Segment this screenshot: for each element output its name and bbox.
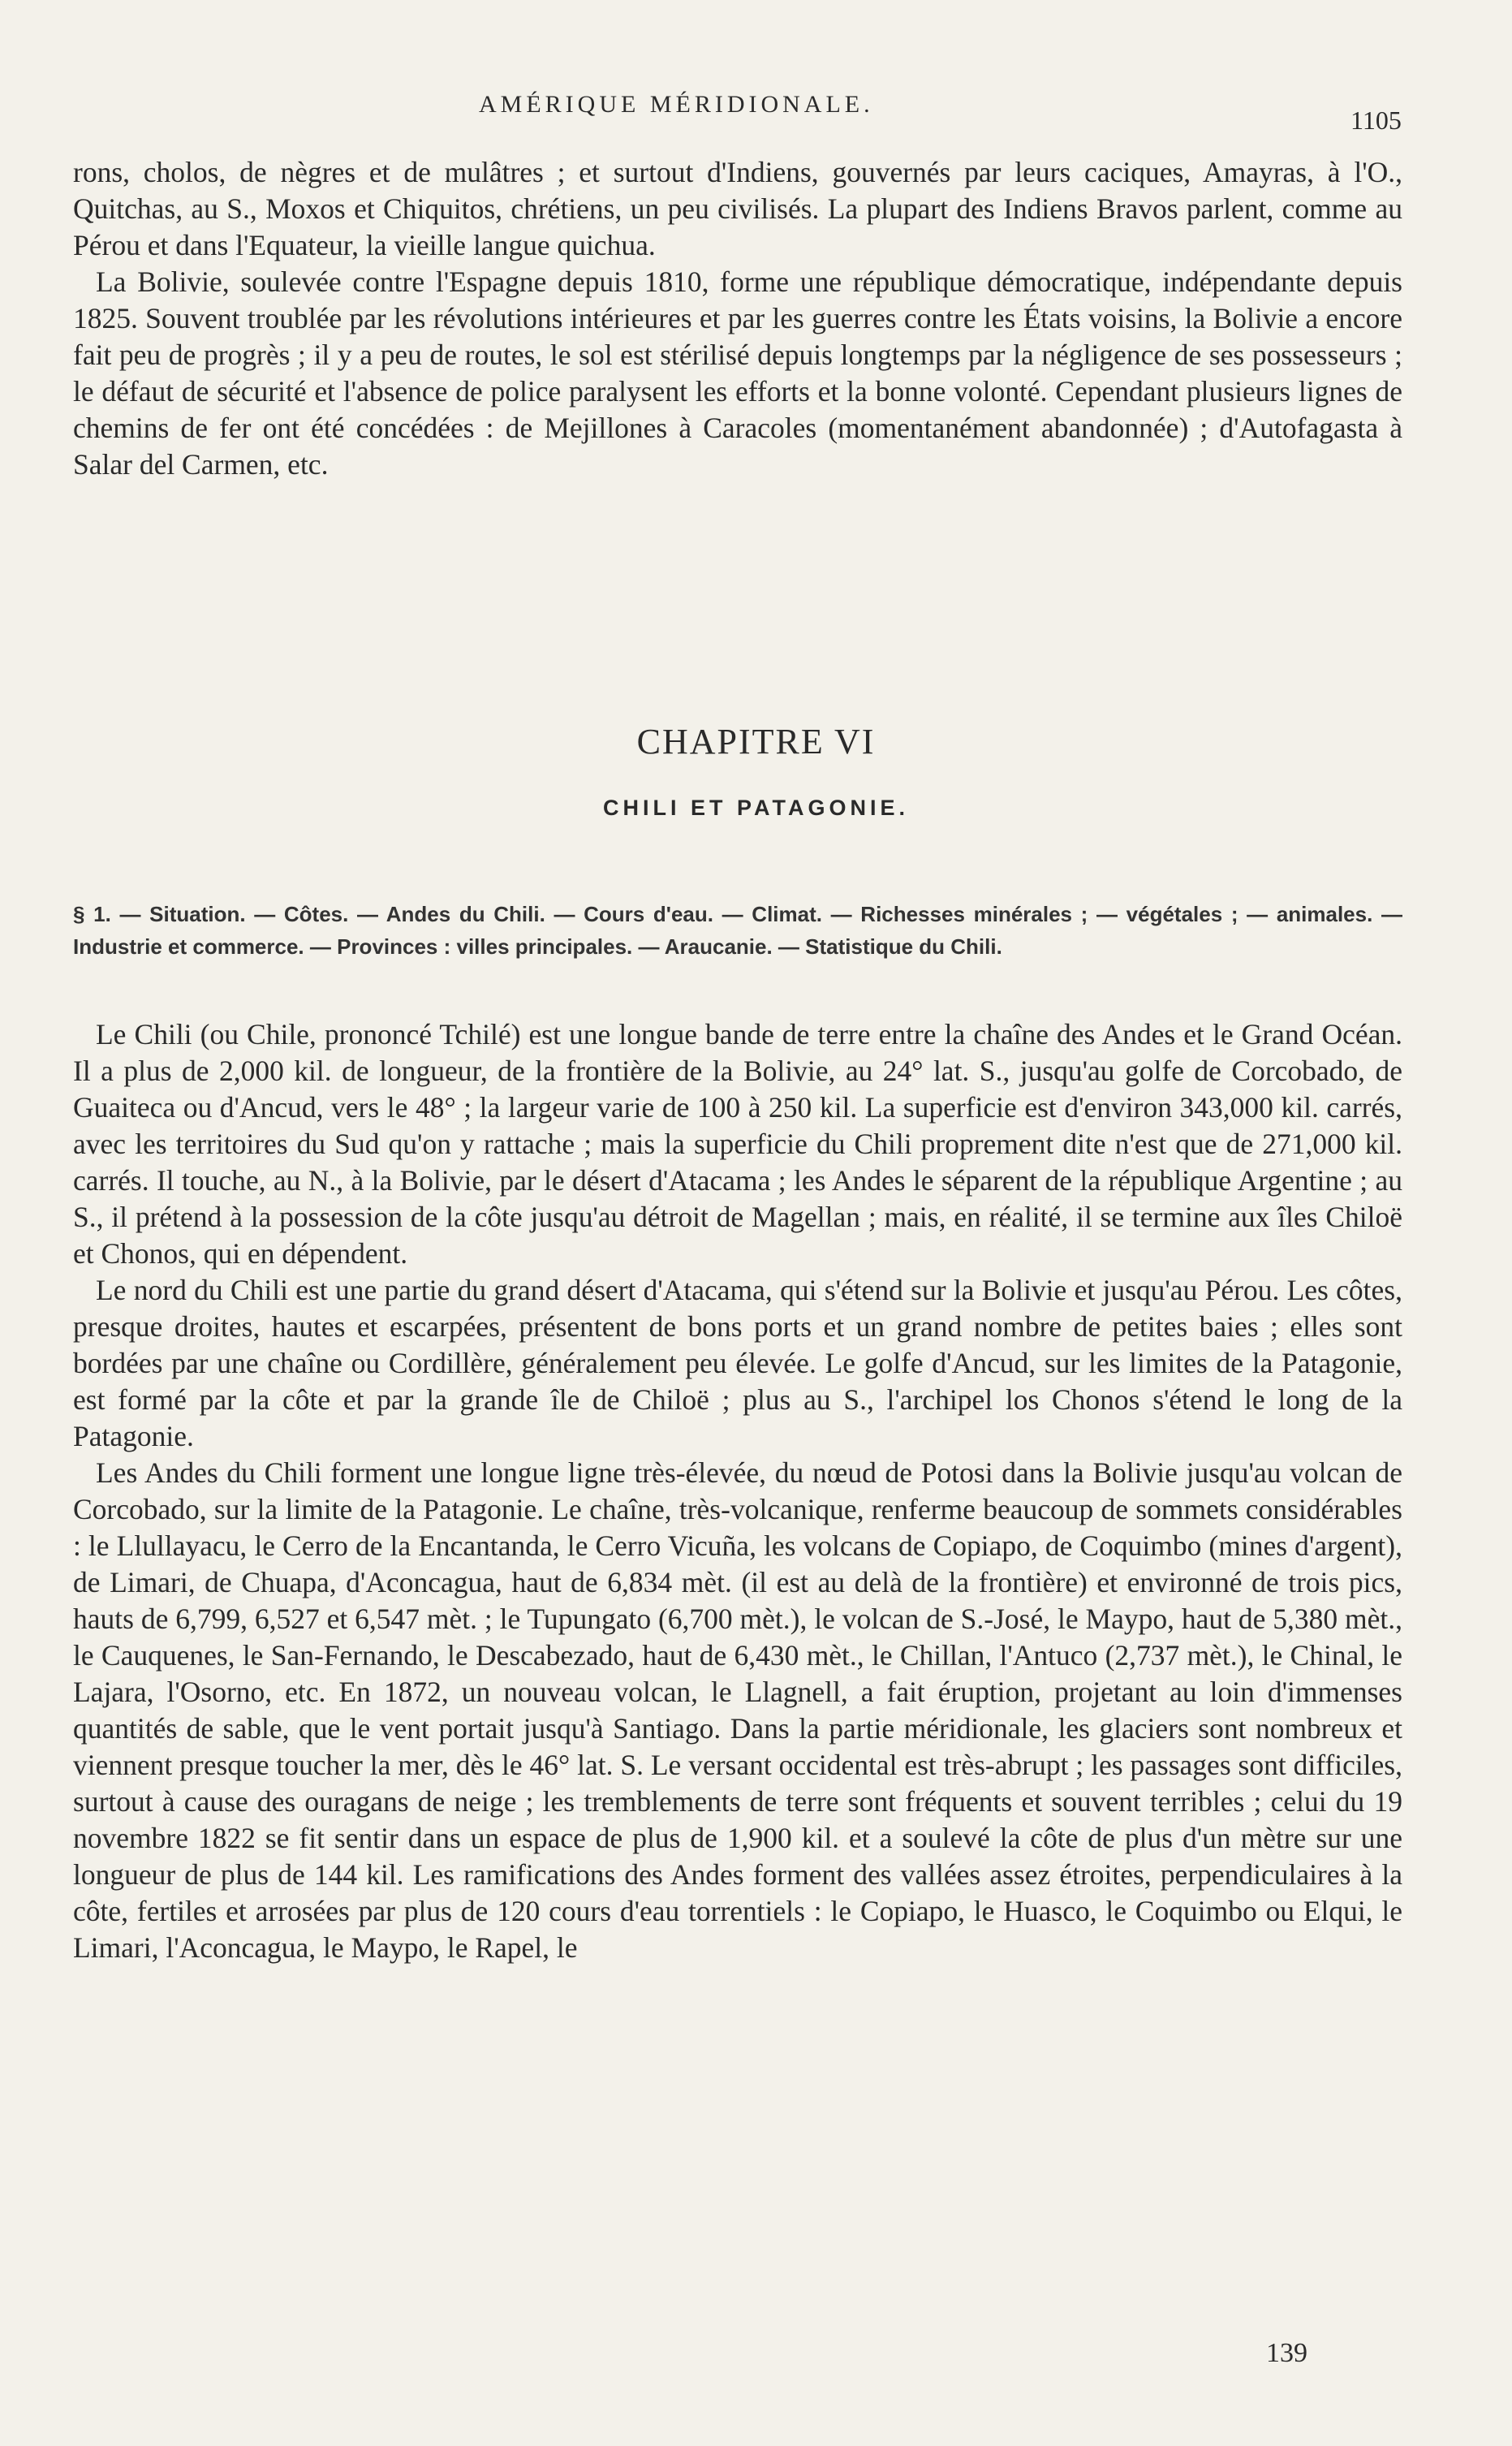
chapter-title: CHAPITRE VI (636, 722, 876, 761)
page-number-top: 1105 (1350, 106, 1402, 135)
body-section (73, 1016, 1402, 1966)
running-head: AMÉRIQUE MÉRIDIONALE. (479, 91, 874, 118)
page-number-bottom: 139 (1266, 2338, 1307, 2368)
chapter-subtitle: CHILI ET PATAGONIE. (603, 796, 909, 820)
paragraph: rons, cholos, de nègres et de mulâtres ; et surtout d'Indiens, gouvernés par leurs caciques, Amayras, à l'O., Quitchas, au S., Moxos et Chiquitos, chrétiens, un peu civilisés. La plupart des Indiens Bravos parlent, comme au Pérou et dans l'Equateur, la vieille langue quichua. (73, 156, 1402, 261)
paragraph: Le Chili (ou Chile, prononcé Tchilé) est une longue bande de terre entre la chaîne des Andes et le Grand Océan. Il a plus de 2,000 kil. de longueur, de la frontière de la Bolivie, au 24° lat. S., jusqu'au golfe de Corcobado, de Guaiteca ou d'Ancud, vers le 48° ; la largeur varie de 100 à 250 kil. La superficie est d'environ 343,000 kil. carrés, avec les territoires du Sud qu'on y rattache ; mais la superficie du Chili proprement dite n'est que de 271,000 kil. carrés. Il touche, au N., à la Bolivie, par le désert d'Atacama ; les Andes le séparent de la république Argentine ; au S., il prétend à la possession de la côte jusqu'au détroit de Magellan ; mais, en réalité, il se termine aux îles Chiloë et Chonos, qui en dépendent. (73, 1018, 1402, 1270)
paragraph: La Bolivie, soulevée contre l'Espagne depuis 1810, forme une république démocratique, indépendante depuis 1825. Souvent troublée par les révolutions intérieures et par les guerres contre les États voisins, la Bolivie a encore fait peu de progrès ; il y a peu de routes, le sol est stérilisé depuis longtemps par la négligence de ses possesseurs ; le défaut de sécurité et l'absence de police paralysent les efforts et la bonne volonté. Cependant plusieurs lignes de chemins de fer ont été concédées : de Mejillones à Caracoles (momentanément abandonnée) ; d'Autofagasta à Salar del Carmen, etc. (73, 265, 1402, 481)
paragraph: Les Andes du Chili forment une longue ligne très-élevée, du nœud de Potosi dans la Bolivie jusqu'au volcan de Corcobado, sur la limite de la Patagonie. Le chaîne, très-volcanique, renferme beaucoup de sommets considérables : le Llullayacu, le Cerro de la Encantanda, le Cerro Vicuña, les volcans de Copiapo, de Coquimbo (mines d'argent), de Limari, de Chuapa, d'Aconcagua, haut de 6,834 mèt. (il est au delà de la frontière) et environné de trois pics, hauts de 6,799, 6,527 et 6,547 mèt. ; le Tupungato (6,700 mèt.), le volcan de S.-José, le Maypo, haut de 5,380 mèt., le Cauquenes, le San-Fernando, le Descabezado, haut de 6,430 mèt., le Chillan, l'Antuco (2,737 mèt.), le Chinal, le Lajara, l'Osorno, etc. En 1872, un nouveau volcan, le Llagnell, a fait éruption, projetant au loin d'immenses quantités de sable, que le vent portait jusqu'à Santiago. Dans la partie méridionale, les glaciers sont nombreux et viennent presque toucher la mer, dès le 46° lat. S. Le versant occidental est très-abrupt ; les passages sont difficiles, surtout à cause des ouragans de neige ; les tremblements de terre sont fréquents et souvent terribles ; celui du 19 novembre 1822 se fit sentir dans un espace de plus de 1,900 kil. et a soulevé la côte de plus d'un mètre sur une longueur de plus de 144 kil. Les ramifications des Andes forment des vallées assez étroites, perpendiculaires à la côte, fertiles et arrosées par plus de 120 cours d'eau torrentiels : le Copiapo, le Huasco, le Coquimbo ou Elqui, le Limari, l'Aconcagua, le Maypo, le Rapel, le (73, 1456, 1402, 1964)
chapter-summary: § 1. — Situation. — Côtes. — Andes du Chili. — Cours d'eau. — Climat. — Richesses minérales ; — végétales ; — animales. — Industrie et commerce. — Provinces : villes principales. — Araucanie. — Statistique du Chili. (73, 902, 1402, 959)
intro-section (73, 154, 1402, 483)
paragraph: Le nord du Chili est une partie du grand désert d'Atacama, qui s'étend sur la Bolivie et jusqu'au Pérou. Les côtes, presque droites, hautes et escarpées, présentent de bons ports et un grand nombre de petites baies ; elles sont bordées par une chaîne ou Cordillère, généralement peu élevée. Le golfe d'Ancud, sur les limites de la Patagonie, est formé par la côte et par la grande île de Chiloë ; plus au S., l'archipel los Chonos s'étend le long de la Patagonie. (73, 1274, 1402, 1452)
